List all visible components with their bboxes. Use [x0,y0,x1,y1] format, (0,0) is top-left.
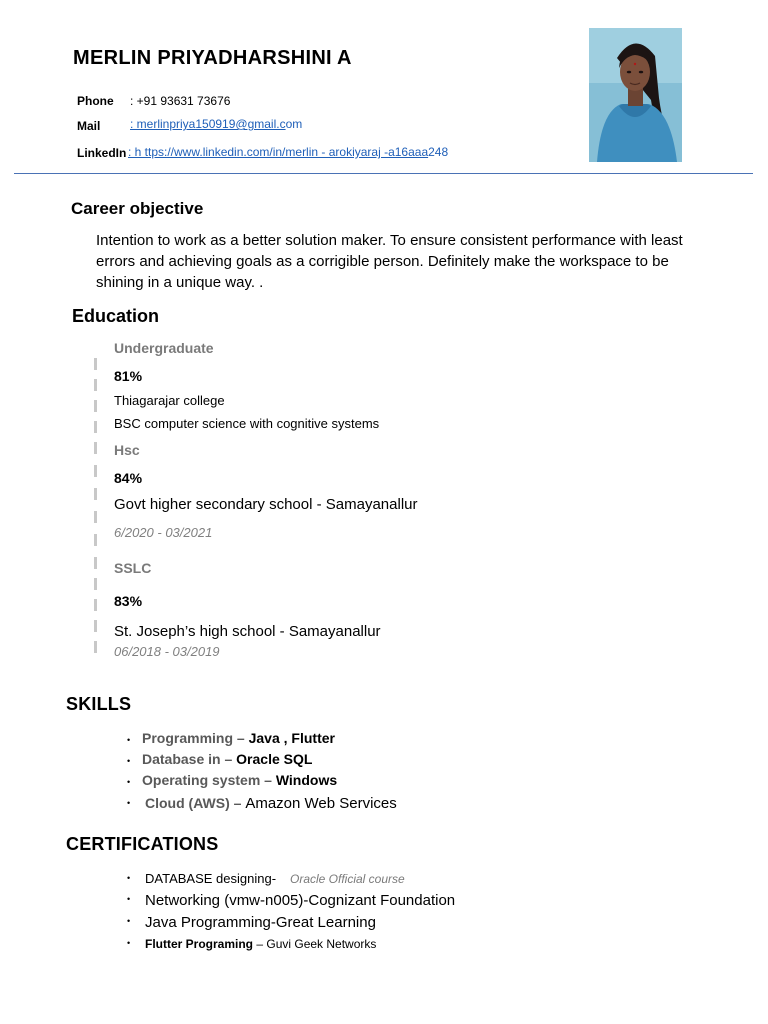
timeline-tick [94,620,97,632]
timeline-tick [94,511,97,523]
edu-ug-title: Undergraduate [114,340,214,356]
edu-hsc-school: Govt higher secondary school - Samayanallur [114,496,418,513]
edu-sslc-percent: 83% [114,593,143,609]
mail-link[interactable] [130,117,302,131]
timeline-tick [94,465,97,477]
timeline-tick [94,442,97,454]
timeline-tick [94,578,97,590]
timeline-tick [94,534,97,546]
candidate-name: MERLIN PRIYADHARSHINI A [73,47,352,69]
timeline-tick [94,488,97,500]
bullet-icon: • [127,873,131,883]
skill-value: Java , Flutter [248,730,335,746]
skill-label: Operating system – [142,772,276,788]
cert-item: Networking (vmw-n005)-Cognizant Foundation [145,892,456,909]
skills-heading: SKILLS [66,694,132,714]
profile-photo [589,28,682,162]
cert-item [145,870,276,888]
skill-label: Programming – [142,730,249,746]
skill-value: Windows [275,772,338,788]
certifications-heading: CERTIFICATIONS [66,834,219,854]
bullet-icon: • [127,735,131,745]
timeline-tick [94,421,97,433]
timeline-tick [94,400,97,412]
education-heading: Education [72,306,160,326]
mail-label: Mail [77,119,101,133]
mail-link-text[interactable]: : merlinpriya150919@gmail.c [130,117,286,131]
skill-label: Cloud (AWS) – [145,795,246,811]
edu-ug-course: BSC computer science with cognitive systems [114,416,380,431]
bullet-icon: • [127,894,131,904]
bullet-icon: • [127,938,131,948]
linkedin-link[interactable] [128,145,448,159]
edu-ug-percent: 81% [114,368,143,384]
mail-link-suffix[interactable]: om [285,117,303,131]
edu-hsc-dates: 6/2020 - 03/2021 [114,525,213,540]
skill-item [142,751,312,769]
edu-ug-college: Thiagarajar college [114,393,225,408]
skill-item [145,795,397,813]
edu-hsc-title: Hsc [114,442,140,458]
bullet-icon: • [127,777,131,787]
career-heading: Career objective [71,199,204,218]
skill-item [142,730,335,748]
cert-title: DATABASE designing- [145,871,277,886]
edu-hsc-percent: 84% [114,470,143,486]
header-divider [14,173,753,174]
timeline-tick [94,379,97,391]
phone-value: : +91 93631 73676 [130,94,231,108]
cert-item [145,935,376,953]
cert-note: Oracle Official course [290,872,405,886]
bullet-icon: • [127,756,131,766]
timeline-tick [94,599,97,611]
skill-item [142,772,337,790]
linkedin-link-text[interactable]: : h ttps://www.linkedin.com/in/merlin - arokiyaraj -a16aaa [128,145,429,159]
profile-photo-illustration [589,28,682,162]
skill-label: Database in – [142,751,237,767]
cert-provider: – Guvi Geek Networks [253,937,377,951]
phone-label: Phone [77,94,114,108]
edu-sslc-school: St. Joseph’s high school - Samayanallur [114,623,381,640]
cert-item: Java Programming-Great Learning [145,914,376,931]
cert-title: Flutter Programing [145,937,254,951]
timeline-tick [94,641,97,653]
timeline-tick [94,557,97,569]
bullet-icon: • [127,916,131,926]
skill-value: Oracle SQL [236,751,313,767]
timeline-tick [94,358,97,370]
linkedin-link-suffix[interactable]: 248 [428,145,449,159]
edu-sslc-title: SSLC [114,560,152,576]
bullet-icon: • [127,798,131,808]
edu-sslc-dates: 06/2018 - 03/2019 [114,644,220,659]
linkedin-label: LinkedIn [77,146,127,160]
skill-value: Amazon Web Services [245,795,397,812]
career-text: Intention to work as a better solution maker. To ensure consistent performance with least errors and achieving goals as a corrigible person. Definitely make the workspace to be shining in a unique way. . [96,232,683,291]
